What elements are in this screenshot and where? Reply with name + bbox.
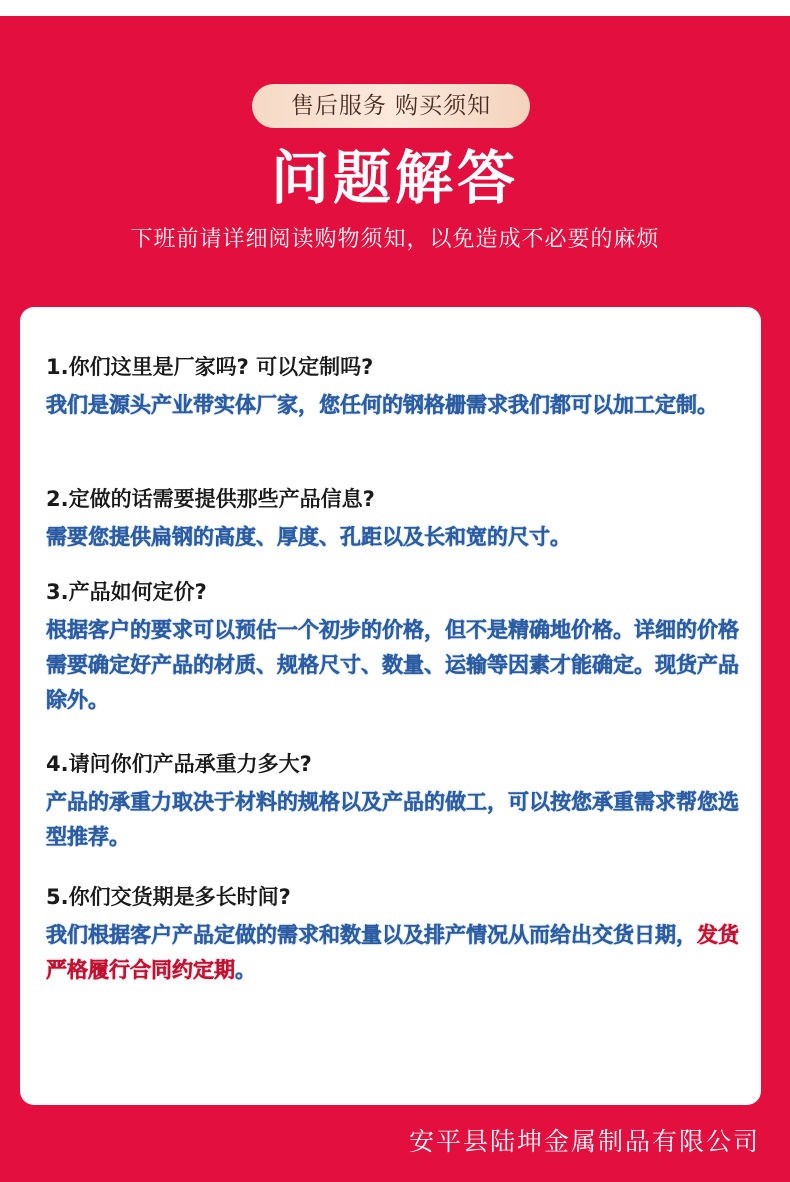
- top-white-strip: [0, 0, 790, 16]
- faq-item-3: [46, 575, 746, 718]
- page-title: 问题解答: [270, 144, 519, 212]
- faq-item-1: [46, 350, 746, 423]
- company-name: 安平县陆坤金属制品有限公司: [408, 1127, 760, 1156]
- faq-question: 5.你们交货期是多长时间?: [46, 885, 291, 909]
- faq-answer-end: 。: [235, 958, 256, 982]
- faq-answer: 根据客户的要求可以预估一个初步的价格，但不是精确地价格。详细的价格需要确定好产品的材质、规格尺寸、数量、运输等因素才能确定。现货产品除外。: [46, 618, 739, 712]
- faq-question: 1.你们这里是厂家吗? 可以定制吗?: [46, 355, 374, 379]
- faq-answer: [46, 918, 746, 988]
- faq-answer: 我们是源头产业带实体厂家，您任何的钢格栅需求我们都可以加工定制。: [46, 393, 718, 417]
- faq-question: 2.定做的话需要提供那些产品信息?: [46, 487, 375, 511]
- faq-answer-text: 我们根据客户产品定做的需求和数量以及排产情况从而给出交货日期，: [46, 923, 697, 947]
- faq-question: 4.请问你们产品承重力多大?: [46, 752, 312, 776]
- faq-item-5: [46, 880, 746, 988]
- service-notice-pill: 售后服务 购买须知: [252, 84, 530, 128]
- faq-item-4: [46, 747, 746, 855]
- faq-item-2: [46, 482, 746, 555]
- faq-answer: 需要您提供扁钢的高度、厚度、孔距以及长和宽的尺寸。: [46, 525, 571, 549]
- faq-answer-highlight: 发货严格履行合同约定期: [46, 923, 739, 982]
- faq-answer: 产品的承重力取决于材料的规格以及产品的做工，可以按您承重需求帮您选型推荐。: [46, 790, 739, 849]
- faq-card: [20, 307, 761, 1105]
- faq-question: 3.产品如何定价?: [46, 580, 207, 604]
- page-subtitle: 下班前请详细阅读购物须知，以免造成不必要的麻烦: [130, 227, 660, 252]
